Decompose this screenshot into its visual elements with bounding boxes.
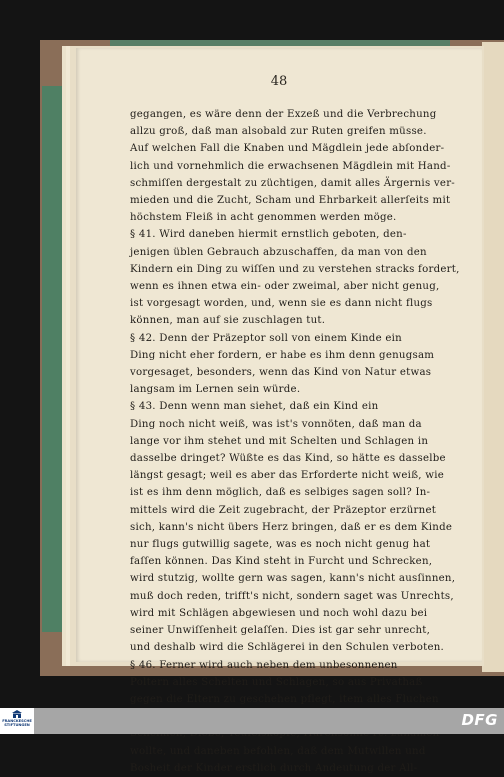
text-line: wird mit Schlägen abgewiesen und noch wohl dazu bei: [130, 607, 428, 619]
text-line: seiner Unwiſſenheit gelaſſen. Dies ist gar sehr unrecht,: [130, 625, 431, 637]
institution-logo[interactable]: [0, 708, 34, 734]
facing-page-edge: [482, 42, 504, 672]
text-line: Poltern alles Schelten und Schlagen, so aus Privathaß: [130, 676, 423, 688]
text-line: lich und vornehmlich die erwachsenen Mägdlein mit Hand-: [130, 160, 451, 172]
logo-text-line1: FRANCKESCHE: [2, 719, 32, 723]
text-line: höchstem Fleiß in acht genommen werden möge.: [130, 212, 397, 224]
book-spine: [42, 86, 62, 632]
dfg-logo[interactable]: DFG: [461, 711, 498, 729]
text-line: wollte, und daneben befohlen, daß dem Mutwillen und: [130, 745, 426, 757]
text-line: und deshalb wird die Schlägerei in den Schulen verboten.: [130, 642, 445, 654]
logo-text-line2: STIFTUNGEN: [4, 723, 30, 727]
viewer-footer: [0, 708, 504, 734]
text-line: wenn es ihnen etwa ein- oder zweimal, aber nicht genug,: [130, 281, 440, 293]
text-line: können, man auf sie zuschlagen tut.: [130, 315, 326, 327]
text-line: langsam im Lernen sein würde.: [130, 384, 301, 396]
text-line: faſſen können. Das Kind steht in Furcht und Schrecken,: [130, 556, 433, 568]
text-line: mittels wird die Zeit zugebracht, der Präzeptor erzürnet: [130, 504, 437, 516]
text-line: mieden und die Zucht, Scham und Ehrbarkeit allerſeits mit: [130, 195, 451, 207]
text-line: ist vorgesagt worden, und, wenn sie es dann nicht flugs: [130, 298, 433, 310]
text-line: vorgesaget, besonders, wenn das Kind von Natur etwas: [130, 367, 432, 379]
text-line: dasselbe dringet? Wüßte es das Kind, so hätte es dasselbe: [130, 453, 446, 465]
page-number: 48: [270, 74, 288, 89]
text-line: § 41. Wird daneben hiermit ernstlich geboten, den-: [130, 229, 407, 241]
text-line: nur flugs gutwillig sagete, was es noch nicht genug hat: [130, 539, 431, 551]
text-line: Ding noch nicht weiß, was ist's vonnöten, daß man da: [130, 418, 422, 430]
text-line: sich, kann's nicht übers Herz bringen, daß er es dem Kinde: [130, 521, 453, 533]
text-line: Bosheit der Kinder erstlich durch Andeutung der All-: [130, 762, 418, 774]
text-line: jenigen üblen Gebrauch abzuschaffen, da man von den: [130, 246, 427, 258]
text-line: wird stutzig, wollte gern was sagen, kann's nicht ausſinnen,: [130, 573, 456, 585]
text-line: § 46. Ferner wird auch neben dem unbesonnenen: [130, 659, 398, 671]
text-line: längst gesagt; weil es aber das Erforderte nicht weiß, wie: [130, 470, 444, 482]
text-line: ist es ihm denn möglich, daß es selbiges sagen soll? In-: [130, 487, 431, 499]
page-text: [130, 106, 460, 777]
text-line: § 43. Denn wenn man siehet, daß ein Kind ein: [130, 401, 379, 413]
text-line: schmiſſen dergestalt zu züchtigen, damit alles Ärgernis ver-: [130, 177, 456, 189]
text-line: gegangen, es wäre denn der Exzeß und die Verbrechung: [130, 109, 437, 120]
text-line: Auf welchen Fall die Knaben und Mägdlein jede abſonder-: [130, 143, 445, 155]
text-line: gegen die Eltern zu geschehen pflegt, item alles Fluchen: [130, 693, 439, 705]
text-line: Kindern ein Ding zu wiſſen und zu verstehen stracks fordert,: [130, 263, 460, 275]
text-line: allzu groß, daß man alsobald zur Ruten greifen müsse.: [130, 126, 427, 138]
text-line: muß doch reden, trifft's nicht, sondern saget was Unrechts,: [130, 590, 454, 602]
text-line: lange vor ihm stehet und mit Schelten und Schlagen in: [130, 435, 429, 447]
text-line: Ding nicht eher fordern, er habe es ihm denn genugsam: [130, 349, 435, 361]
building-icon: [12, 710, 22, 719]
text-line: § 42. Denn der Präzeptor soll von einem Kinde ein: [130, 332, 402, 344]
